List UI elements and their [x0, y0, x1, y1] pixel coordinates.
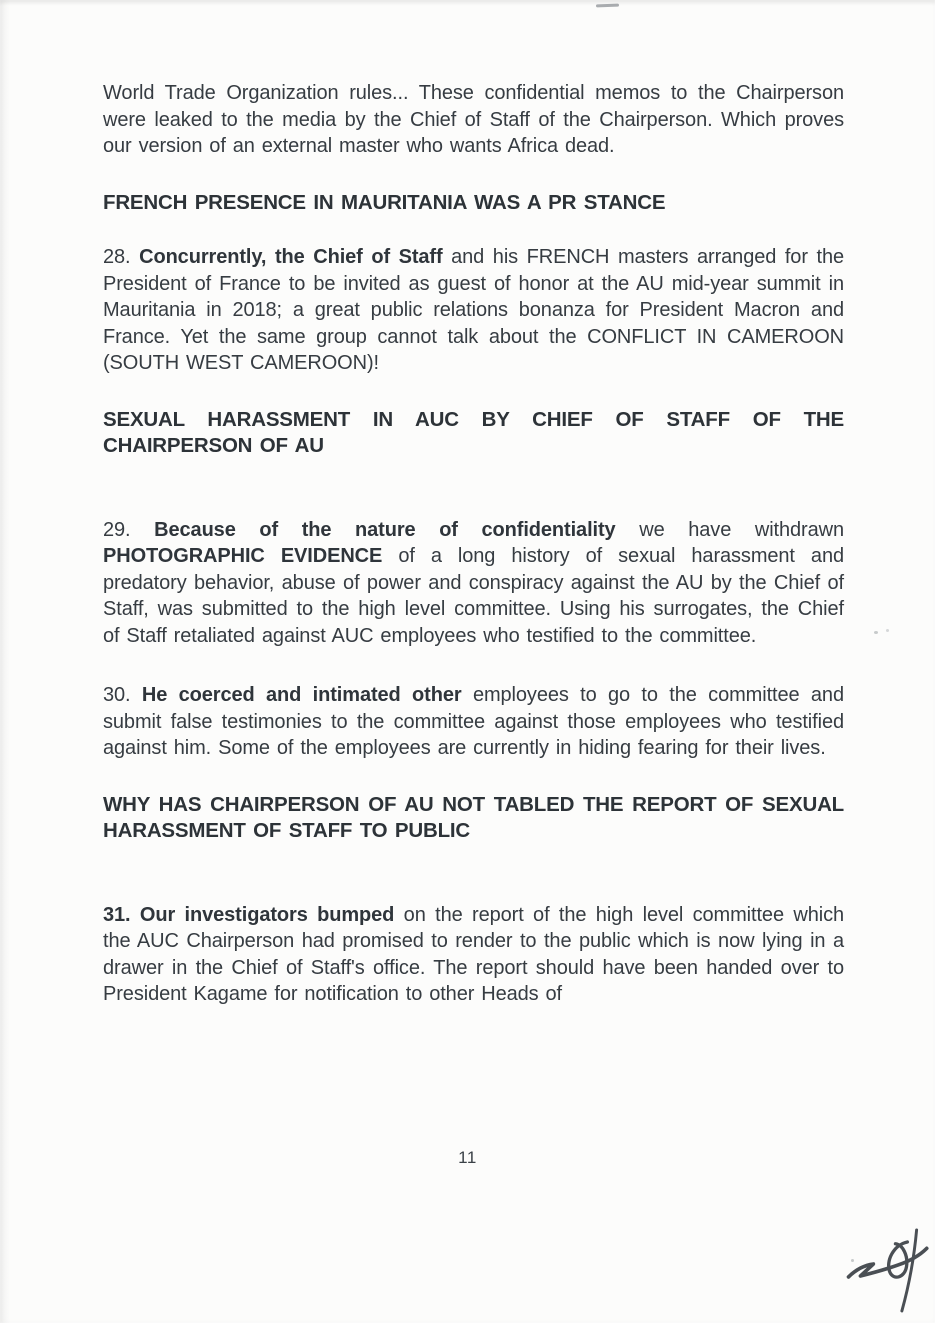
text-run: of a long history of sexual harassment and predatory behavior, abuse of power and conspiracy against the AU by the Chief of Staff, was submitted to the high level committee. Using his surrogates, the Chief of Staff retaliated against AUC employees who testified to the committee.: [103, 545, 845, 647]
text-run: we have withdrawn: [615, 518, 844, 541]
text-run: on the report of the high level committee which the AUC Chairperson had promised to render to the public which is now lying in a drawer in the Chief of Staff's office. The report should have been handed over to President Kagame for notification to other Heads of: [103, 903, 844, 1005]
text-run: World Trade Organization rules... These confidential memos to the Chairperson were leaked to the media by the Chief of Staff of the Chairperson. Which proves our version of an external master who wants Africa dead.: [103, 82, 844, 157]
body-paragraph: [103, 902, 844, 1008]
bold-text-run: He coerced and intimated other: [141, 684, 462, 706]
page-number: 11: [458, 1148, 477, 1167]
bold-text-run: PHOTOGRAPHIC EVIDENCE: [103, 545, 383, 567]
signature-icon: [843, 1226, 935, 1314]
bold-text-run: 31. Our investigators bumped: [103, 903, 395, 926]
body-paragraph: [103, 80, 844, 160]
body-paragraph: [103, 517, 844, 650]
scan-artifact-dash: [596, 4, 619, 8]
scan-speck: [886, 629, 889, 632]
text-run: 29.: [103, 518, 155, 541]
section-heading: SEXUAL HARASSMENT IN AUC BY CHIEF OF STAFF OF THE CHAIRPERSON OF AU: [103, 407, 844, 457]
section-heading: WHY HAS CHAIRPERSON OF AU NOT TABLED THE REPORT OF SEXUAL HARASSMENT OF STAFF TO PUBLIC: [103, 792, 844, 842]
body-paragraph: [103, 244, 844, 377]
bold-text-run: Concurrently, the Chief of Staff: [139, 246, 443, 268]
text-run: and his FRENCH masters arranged for the President of France to be invited as guest of honor at the AU mid-year summit in Mauritania in 2018; a great public relations bonanza for President Macron and France. Yet the same group cannot talk about the CONFLICT IN CAMEROON (SOUTH WEST CAMEROON)!: [103, 246, 844, 374]
bold-text-run: Because of the nature of confidentiality: [154, 518, 616, 541]
text-run: 30.: [103, 684, 142, 706]
text-run: 28.: [103, 246, 140, 268]
document-body: [103, 80, 844, 1008]
scan-speck: [874, 631, 878, 634]
section-heading: FRENCH PRESENCE IN MAURITANIA WAS A PR STANCE: [103, 190, 666, 214]
body-paragraph: [103, 682, 844, 762]
text-run: employees to go to the committee and submit false testimonies to the committee against those employees who testified against him. Some of the employees are currently in hiding fearing for their lives.: [103, 684, 844, 759]
